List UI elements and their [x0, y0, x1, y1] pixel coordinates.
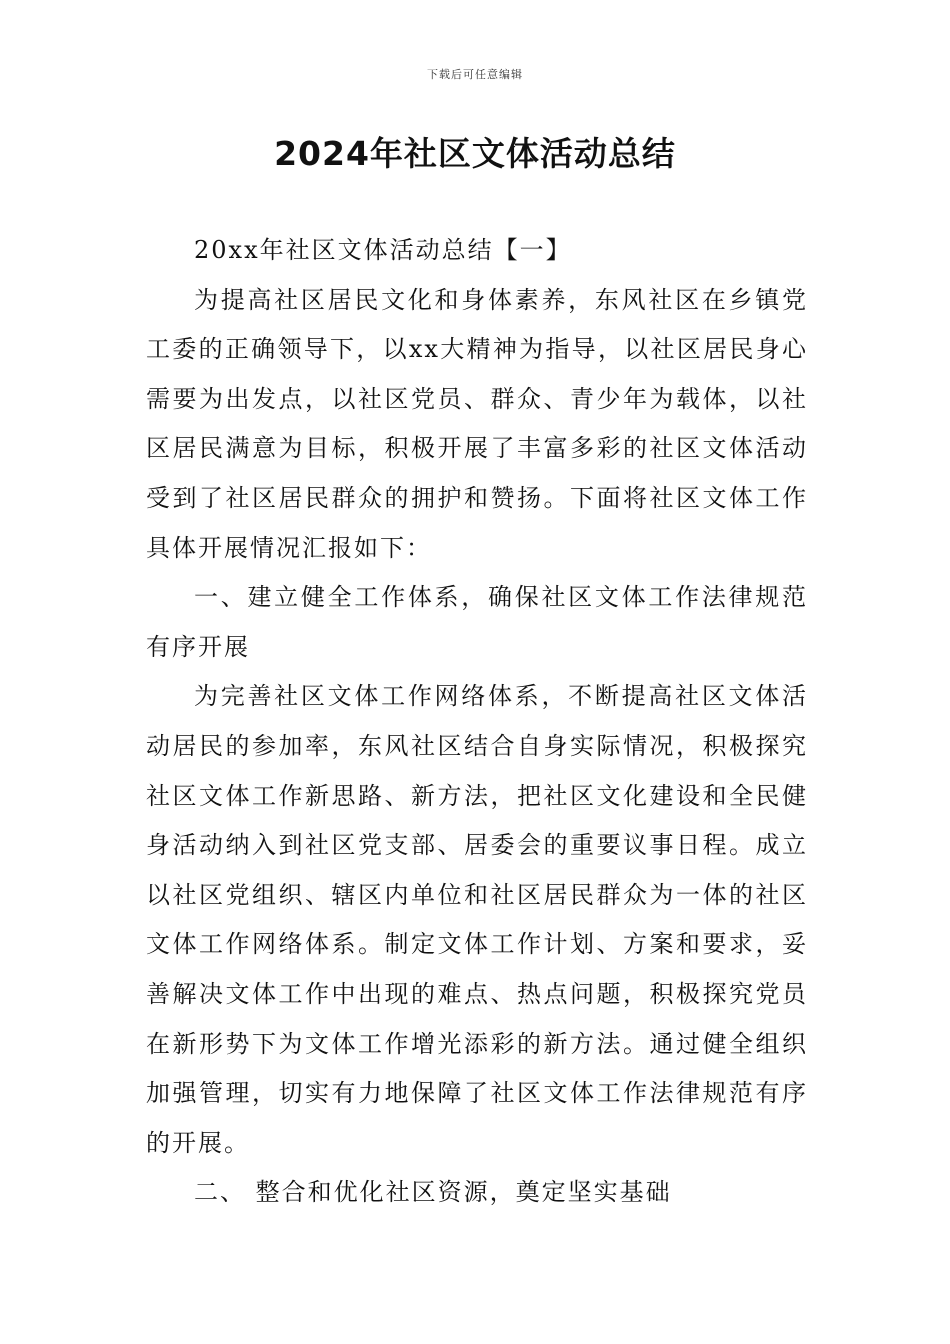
- document-body: [146, 226, 808, 1218]
- section-heading-two: 二、 整合和优化社区资源，奠定坚实基础: [194, 1178, 672, 1207]
- document-subtitle: 20xx年社区文体活动总结【一】: [194, 236, 572, 264]
- document-title: 2024年社区文体活动总结: [274, 134, 676, 173]
- paragraph-section-one: 为完善社区文体工作网络体系，不断提高社区文体活动居民的参加率，东风社区结合自身实际情况，积极探究社区文体工作新思路、新方法，把社区文化建设和全民健身活动纳入到社区党支部、居委会的重要议事日程。成立以社区党组织、辖区内单位和社区居民群众为一体的社区文体工作网络体系。制定文体工作计划、方案和要求，妥善解决文体工作中出现的难点、热点问题，积极探究党员在新形势下为文体工作增光添彩的新方法。通过健全组织加强管理，切实有力地保障了社区文体工作法律规范有序的开展。: [146, 682, 808, 1157]
- paragraph-intro: 为提高社区居民文化和身体素养，东风社区在乡镇党工委的正确领导下，以xx大精神为指导，以社区居民身心需要为出发点，以社区党员、群众、青少年为载体，以社区居民满意为目标，积极开展了丰富多彩的社区文体活动受到了社区居民群众的拥护和赞扬。下面将社区文体工作具体开展情况汇报如下：: [146, 285, 808, 562]
- header-note: 下载后可任意编辑: [427, 68, 523, 81]
- section-heading-one: 一、建立健全工作体系，确保社区文体工作法律规范有序开展: [146, 583, 808, 661]
